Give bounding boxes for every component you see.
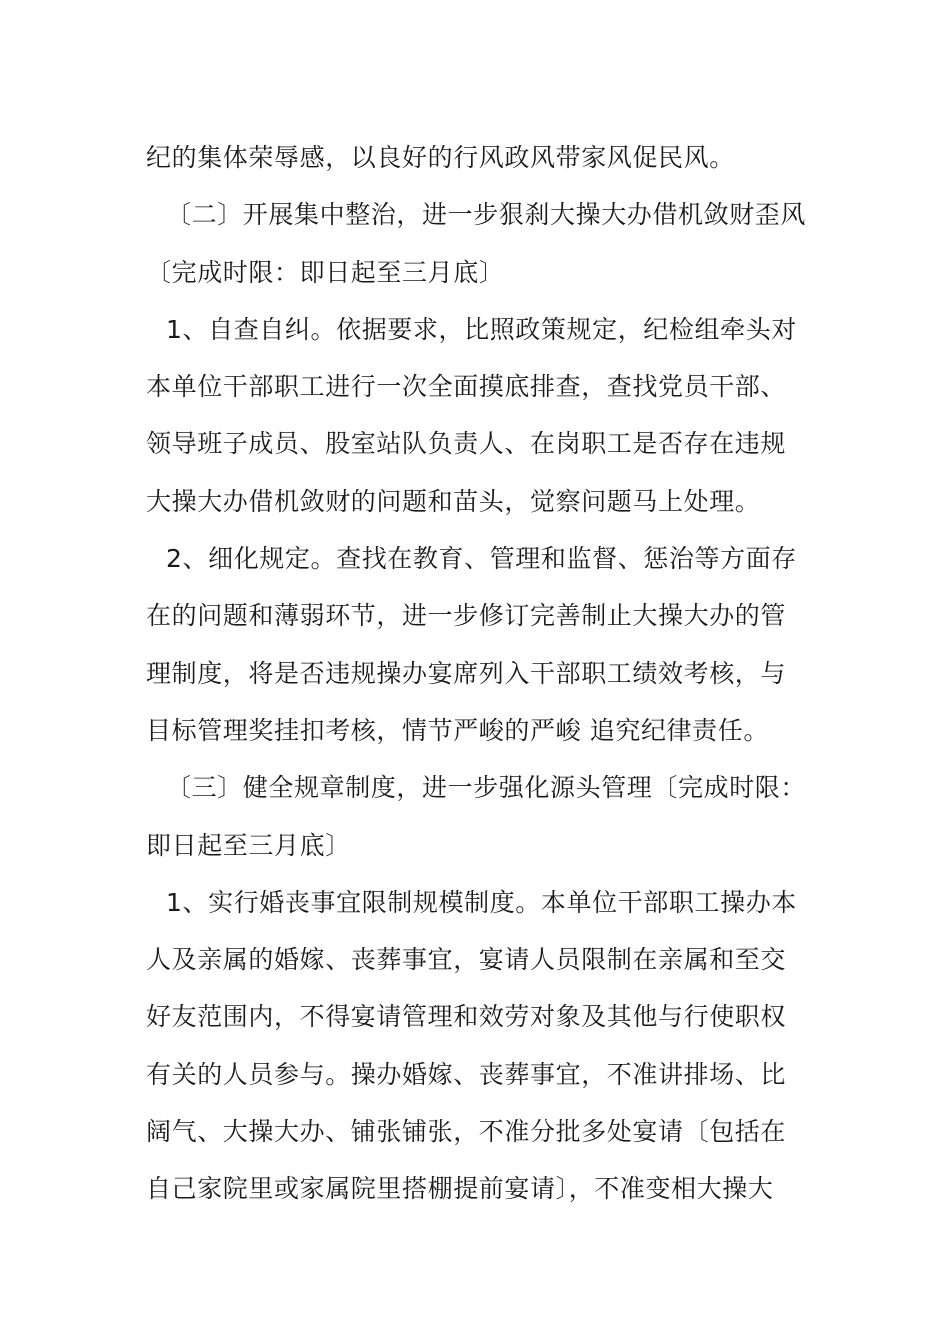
item-heading: 1、实行婚丧事宜限制规模制度。本单位干部职工操办本 [166, 887, 797, 917]
text-line: 目标管理奖挂扣考核，情节严峻的严峻 追究纪律责任。 [146, 715, 769, 745]
text-line: 〔完成时限：即日起至三月底〕 [146, 257, 505, 287]
text-line: 自己家院里或家属院里搭棚提前宴请〕，不准变相大操大 [146, 1174, 774, 1204]
text-line: 即日起至三月底〕 [146, 830, 351, 860]
text-line: 有关的人员参与。操办婚嫁、丧葬事宜，不准讲排场、比 [146, 1059, 787, 1089]
text-line: 大操大办借机敛财的问题和苗头，觉察问题马上处理。 [146, 486, 761, 516]
text-line: 好友范围内，不得宴请管理和效劳对象及其他与行使职权 [146, 1002, 787, 1032]
section-heading-2: 〔二〕开展集中整治，进一步狠刹大操大办借机敛财歪风 [166, 200, 807, 230]
item-heading: 1、自查自纠。依据要求，比照政策规定，纪检组牵头对 [166, 314, 797, 344]
item-heading: 2、细化规定。查找在教育、管理和监督、惩治等方面存 [166, 544, 797, 574]
text-line: 在的问题和薄弱环节，进一步修订完善制止大操大办的管 [146, 601, 787, 631]
text-line: 领导班子成员、股室站队负责人、在岗职工是否存在违规 [146, 429, 787, 459]
text-line: 理制度，将是否违规操办宴席列入干部职工绩效考核，与 [146, 658, 787, 688]
text-line: 本单位干部职工进行一次全面摸底排查，查找党员干部、 [146, 372, 787, 402]
text-line: 人及亲属的婚嫁、丧葬事宜，宴请人员限制在亲属和至交 [146, 945, 787, 975]
document-body [146, 129, 816, 1218]
section-heading-3: 〔三〕健全规章制度，进一步强化源头管理〔完成时限： [166, 773, 807, 803]
text-line: 纪的集体荣辱感，以良好的行风政风带家风促民风。 [146, 143, 735, 172]
text-line: 阔气、大操大办、铺张铺张，不准分批多处宴请〔包括在 [146, 1117, 787, 1147]
